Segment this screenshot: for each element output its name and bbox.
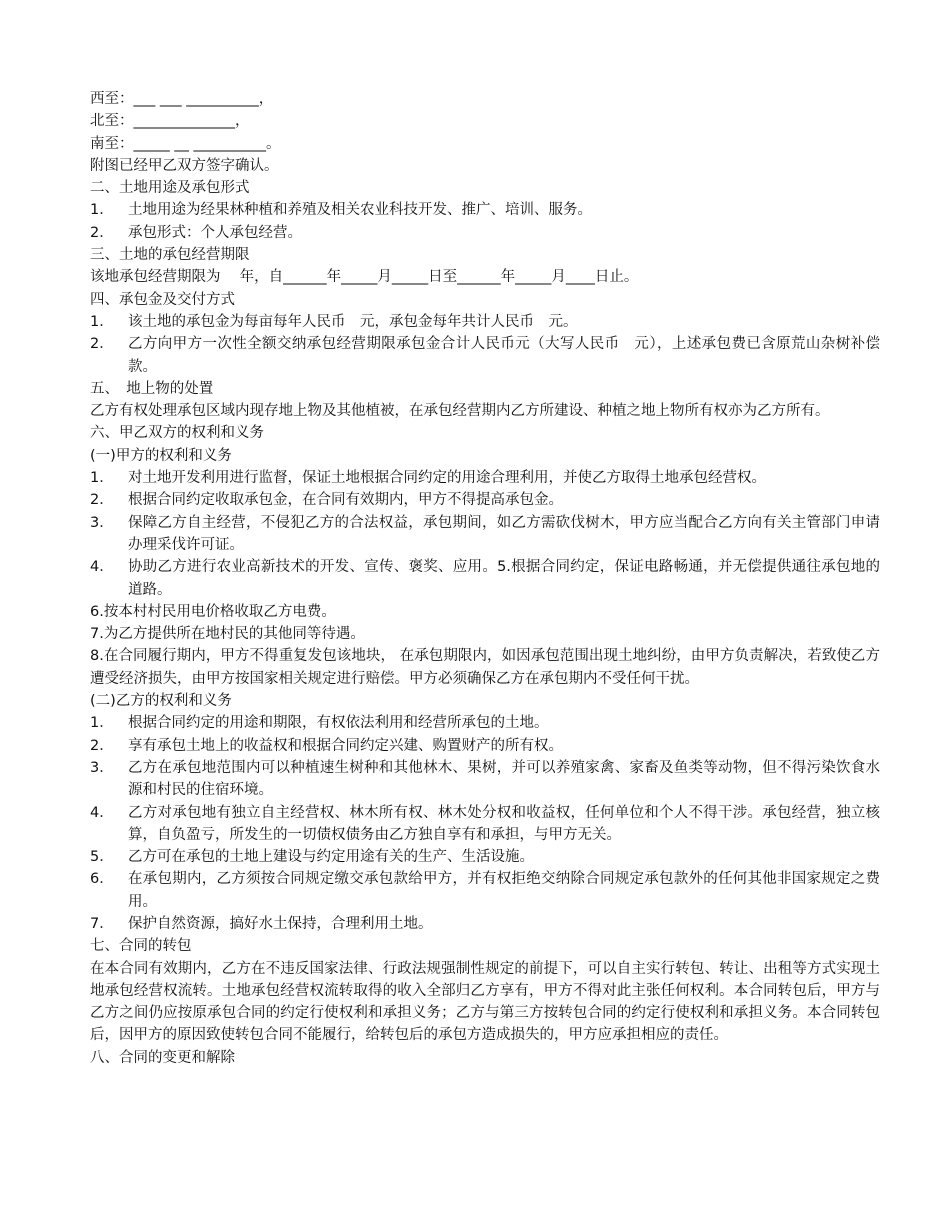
list-item (90, 802, 880, 847)
section-heading-change: 八、合同的变更和解除 (90, 1049, 235, 1066)
term-text: 该地承包经营期限为 年，自______年_____月_____日至______年_____月____日止。 (90, 269, 639, 286)
ground-objects-text: 乙方有权处理承包区域内现存地上物及其他植被，在承包经营期内乙方所建设、种植之地上物所有权亦为乙方所有。 (90, 403, 830, 420)
item-text: 承包形式：个人承包经营。 (128, 224, 302, 241)
list-item (90, 467, 880, 489)
item-number: 2． (90, 737, 114, 754)
item-number: 2． (90, 492, 114, 509)
list-item (90, 757, 880, 802)
item-number: 4． (90, 804, 114, 821)
item-number: 5． (90, 849, 114, 866)
list-item (90, 512, 880, 557)
item-text: 乙方可在承包的土地上建设与约定用途有关的生产、生活设施。 (128, 849, 534, 866)
section-heading-land-use: 二、土地用途及承包形式 (90, 180, 250, 197)
section-heading-ground-objects: 五、 地上物的处置 (90, 380, 214, 397)
list-item (90, 735, 880, 757)
section-heading-payment: 四、承包金及交付方式 (90, 291, 235, 308)
list-item (90, 846, 880, 868)
map-confirmation: 附图已经甲乙双方签字确认。 (90, 157, 279, 174)
item-text: 乙方向甲方一次性全额交纳承包经营期限承包金合计人民币元（大写人民币 元），上述承包费已含原荒山杂树补偿款。 (128, 336, 880, 375)
boundary-west: 西至：___ ___ __________， (90, 91, 274, 107)
list-item (90, 913, 880, 935)
item-text: 在承包期内，乙方须按合同规定缴交承包款给甲方，并有权拒绝交纳除合同规定承包款外的任何其他非国家规定之费用。 (128, 871, 880, 910)
item-text: 保障乙方自主经营，不侵犯乙方的合法权益，承包期间，如乙方需砍伐树木，甲方应当配合乙方向有关主管部门申请办理采伐许可证。 (128, 514, 880, 553)
list-item: 8.在合同履行期内，甲方不得重复发包该地块， 在承包期限内，如因承包范围出现土地纠纷，由甲方负责解决，若致使乙方遭受经济损失，由甲方按国家相关规定进行赔偿。甲方必须确保乙方在承包期内不受任何干扰。 (90, 648, 880, 687)
list-item (90, 333, 880, 378)
list-item (90, 868, 880, 913)
item-text: 根据合同约定收取承包金，在合同有效期内，甲方不得提高承包金。 (128, 492, 563, 509)
item-text: 根据合同约定的用途和期限，有权依法利用和经营所承包的土地。 (128, 715, 549, 732)
item-text: 乙方在承包地范围内可以种植速生树种和其他林木、果树，并可以养殖家禽、家畜及鱼类等动物，但不得污染饮食水源和村民的住宿环境。 (128, 759, 880, 799)
item-text: 该土地的承包金为每亩每年人民币 元，承包金每年共计人民币 元。 (128, 313, 578, 330)
list-item (90, 311, 880, 333)
item-number: 2． (90, 224, 114, 241)
list-item (90, 222, 880, 244)
item-text: 土地用途为经果林种植和养殖及相关农业科技开发、推广、培训、服务。 (128, 202, 592, 219)
item-text: 乙方对承包地有独立自主经营权、林木所有权、林木处分权和收益权，任何单位和个人不得干涉。承包经营，独立核算，自负盈亏，所发生的一切债权债务由乙方独自享有和承担，与甲方无关。 (128, 804, 880, 843)
item-number: 1． (90, 202, 114, 219)
item-text: 享有承包土地上的收益权和根据合同约定兴建、购置财产的所有权。 (128, 737, 563, 754)
list-item: 6.按本村村民用电价格收取乙方电费。 (90, 603, 336, 620)
item-number: 7． (90, 915, 114, 932)
item-number: 2． (90, 336, 114, 353)
list-item (90, 712, 880, 734)
list-item: 7.为乙方提供所在地村民的其他同等待遇。 (90, 626, 365, 643)
list-item (90, 556, 880, 601)
item-number: 1． (90, 470, 114, 487)
boundary-south: 南至：_____ __ __________。 (90, 135, 281, 152)
subcontract-text: 在本合同有效期内，乙方在不违反国家法律、行政法规强制性规定的前提下，可以自主实行转包、转让、出租等方式实现土地承包经营权流转。土地承包经营权流转取得的收入全部归乙方享有，甲方不得对此主张任何权利。本合同转包后，甲方与乙方之间仍应按原承包合同的约定行使权利和承担义务；乙方与第三方按转包合同的约定行使权利和承担义务。本合同转包后，因甲方的原因致使转包合同不能履行，给转包后的承包方造成损失的，甲方应承担相应的责任。 (90, 960, 880, 1044)
item-text: 保护自然资源，搞好水土保持，合理利用土地。 (128, 915, 433, 932)
boundary-north: 北至：______________， (90, 113, 250, 130)
list-item (90, 489, 880, 511)
item-text: 对土地开发利用进行监督，保证土地根据合同约定的用途合理利用，并使乙方取得土地承包经营权。 (128, 470, 766, 487)
item-number: 3． (90, 759, 114, 776)
section-heading-subcontract: 七、合同的转包 (90, 938, 192, 955)
item-number: 3． (90, 514, 114, 531)
section-heading-rights: 六、甲乙双方的权利和义务 (90, 425, 264, 442)
list-item (90, 199, 880, 221)
section-heading-term: 三、土地的承包经营期限 (90, 247, 250, 264)
subheading-party-a: (一)甲方的权利和义务 (90, 447, 232, 464)
item-number: 4． (90, 559, 114, 576)
item-number: 6． (90, 871, 114, 888)
item-number: 1． (90, 313, 114, 330)
subheading-party-b: (二)乙方的权利和义务 (90, 693, 232, 710)
item-number: 1． (90, 715, 114, 732)
item-text: 协助乙方进行农业高新技术的开发、宣传、褒奖、应用。5.根据合同约定，保证电路畅通，并无偿提供通往承包地的道路。 (128, 559, 880, 598)
